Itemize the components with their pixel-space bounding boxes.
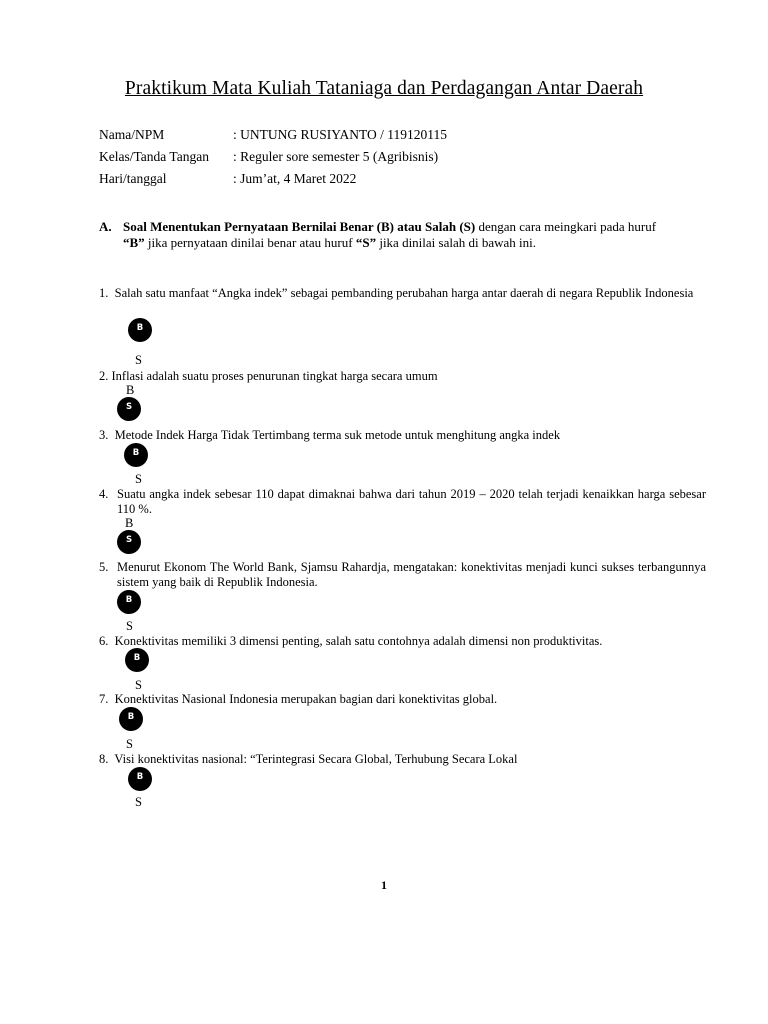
question-text: 2. Inflasi adalah suatu proses penurunan tingkat harga secara umum <box>99 369 438 383</box>
info-label: Nama/NPM <box>99 127 165 142</box>
option-b[interactable]: B <box>125 516 134 530</box>
option-s-circled[interactable]: S <box>117 397 141 421</box>
question-text: Menurut Ekonom The World Bank, Sjamsu Rahardja, mengatakan: konektivitas menjadi kunci sukses terbangunnya sistem yang baik di Republik Indonesia. <box>117 560 706 589</box>
question-text: 8. Visi konektivitas nasional: “Terintegrasi Secara Global, Terhubung Secara Lokal <box>99 752 518 766</box>
question-number: 4. <box>99 487 109 501</box>
info-label: Hari/tanggal <box>99 171 167 186</box>
option-s-quote: “S” <box>355 235 377 250</box>
option-b-circled[interactable]: B <box>124 443 148 467</box>
info-value: : Reguler sore semester 5 (Agribisnis) <box>233 149 439 164</box>
question-number: 5. <box>99 560 109 574</box>
option-s[interactable]: S <box>135 353 142 367</box>
info-label: Kelas/Tanda Tangan <box>99 149 209 164</box>
info-value: : UNTUNG RUSIYANTO / 119120115 <box>233 127 448 142</box>
option-s[interactable]: S <box>135 678 142 692</box>
option-b-circled[interactable]: B <box>117 590 141 614</box>
option-b-circled[interactable]: B <box>128 318 152 342</box>
option-b-circled[interactable]: B <box>125 648 149 672</box>
option-s[interactable]: S <box>135 795 142 809</box>
section-marker: A. <box>99 219 112 234</box>
option-s[interactable]: S <box>126 619 133 633</box>
option-b-circled[interactable]: B <box>119 707 143 731</box>
option-b-circled[interactable]: B <box>128 767 152 791</box>
question-text: 6. Konektivitas memiliki 3 dimensi penting, salah satu contohnya adalah dimensi non produktivitas. <box>99 634 603 648</box>
option-b-quote: “B” <box>123 235 145 250</box>
question-text: 7. Konektivitas Nasional Indonesia merupakan bagian dari konektivitas global. <box>99 692 498 706</box>
page-number: 1 <box>381 878 387 892</box>
document-title: Praktikum Mata Kuliah Tataniaga dan Perdagangan Antar Daerah <box>124 78 644 99</box>
question-text: 3. Metode Indek Harga Tidak Tertimbang terma suk metode untuk menghitung angka indek <box>99 428 561 442</box>
info-value: : Jum’at, 4 Maret 2022 <box>233 171 357 186</box>
section-heading: Soal Menentukan Pernyataan Bernilai Benar (B) atau Salah (S) <box>123 219 476 234</box>
question-text: 1. Salah satu manfaat “Angka indek” sebagai pembanding perubahan harga antar daerah di negara Republik Indonesia <box>99 286 694 300</box>
option-s[interactable]: S <box>126 737 133 751</box>
option-s-circled[interactable]: S <box>117 530 141 554</box>
question-text: Suatu angka indek sebesar 110 dapat dimaknai bahwa dari tahun 2019 – 2020 telah terjadi kenaikkan harga sebesar 110 %. <box>117 487 706 516</box>
option-s[interactable]: S <box>135 472 142 486</box>
option-b[interactable]: B <box>126 383 135 397</box>
section-instruction-text: Soal Menentukan Pernyataan Bernilai Benar (B) atau Salah (S) dengan cara meingkari pada huruf “B” jika pernyataan dinilai benar atau huruf “S” jika dinilai salah di bawah ini. <box>123 219 657 250</box>
